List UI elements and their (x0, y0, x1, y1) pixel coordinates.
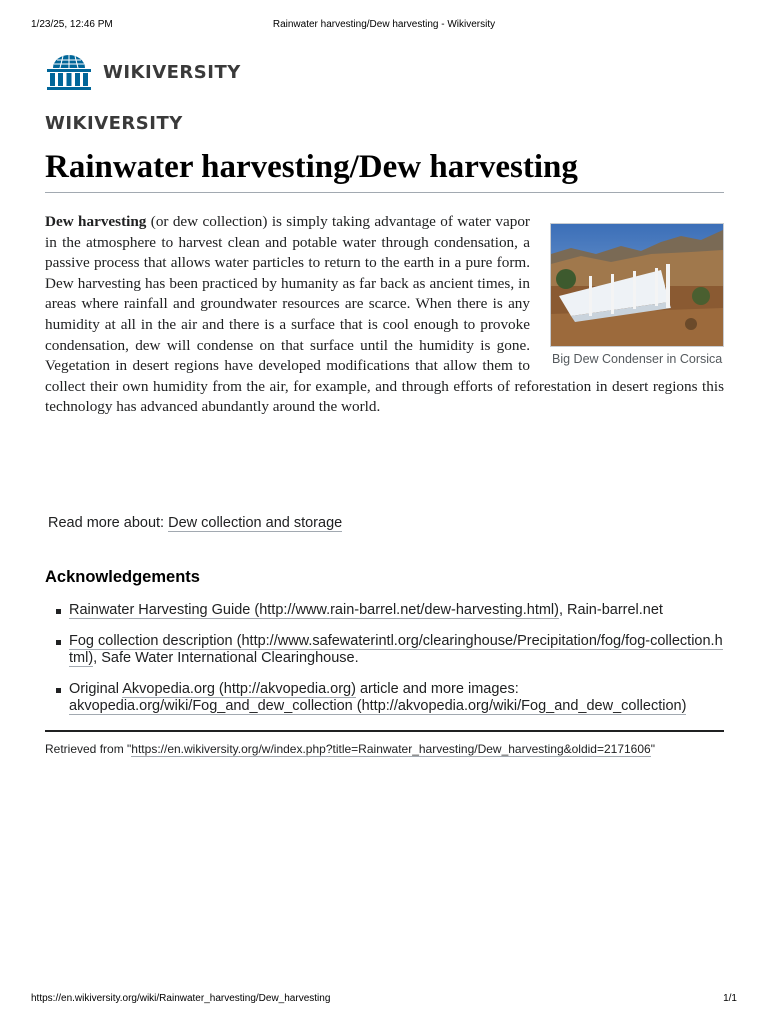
list-item (45, 602, 724, 619)
ref-prefix: Original (69, 681, 123, 697)
ref-source: , Rain-barrel.net (558, 602, 663, 618)
dew-condenser-photo[interactable] (550, 223, 724, 347)
ref-middle: article and more images: (355, 681, 519, 697)
ref-link-rain-barrel[interactable]: Rainwater Harvesting Guide (http://www.rain-barrel.net/dew-harvesting.html) (69, 602, 559, 618)
intro-bold-term: Dew harvesting (45, 213, 147, 230)
retrieved-suffix: " (650, 742, 655, 756)
retrieved-prefix: Retrieved from " (45, 742, 132, 756)
ref-link-akvopedia[interactable]: Akvopedia.org (http://akvopedia.org) (122, 681, 356, 697)
ref-source: , Safe Water International Clearinghouse. (93, 650, 359, 666)
logo-wordmark: WIKIVERSITY (103, 61, 241, 83)
thumbnail[interactable] (550, 223, 724, 368)
print-url: https://en.wikiversity.org/wiki/Rainwater_harvesting/Dew_harvesting (31, 993, 331, 1004)
list-item (45, 681, 724, 715)
print-datetime: 1/23/25, 12:46 PM (31, 19, 113, 30)
read-more-prefix: Read more about: (48, 515, 169, 531)
retrieved-link[interactable]: https://en.wikiversity.org/w/index.php?title=Rainwater_harvesting/Dew_harvesting&oldid=2171606 (131, 742, 651, 756)
wikiversity-logo-icon (45, 53, 93, 91)
ref-link-akvopedia-article[interactable]: akvopedia.org/wiki/Fog_and_dew_collection (http://akvopedia.org/wiki/Fog_and_dew_collection) (69, 698, 687, 714)
page-title: Rainwater harvesting/Dew harvesting (45, 148, 724, 193)
list-item (45, 633, 724, 667)
read-more-link[interactable]: Dew collection and storage (168, 515, 343, 531)
print-footer (31, 993, 737, 1007)
acknowledgements-heading: Acknowledgements (45, 568, 200, 586)
site-name: WIKIVERSITY (45, 113, 183, 134)
site-logo[interactable] (45, 52, 241, 92)
footer-divider (45, 730, 724, 732)
print-page-number: 1/1 (723, 993, 737, 1004)
print-page-title: Rainwater harvesting/Dew harvesting - Wikiversity (272, 19, 496, 30)
print-header (31, 19, 737, 33)
ref-link-safewater[interactable]: Fog collection description (http://www.safewaterintl.org/clearinghouse/Precipitation/fog/fog-collection.html) (69, 633, 723, 666)
retrieved-from (45, 742, 655, 756)
thumbnail-caption: Big Dew Condenser in Corsica (552, 352, 723, 366)
acknowledgements-list (45, 602, 724, 729)
article-body (45, 212, 724, 418)
read-more (48, 515, 342, 531)
intro-text: (or dew collection) is simply taking advantage of water vapor in the atmosphere to harvest clean and potable water through condensation, a passive process that allows water particles to return to the earth in a pure form. Dew harvesting has been practiced by humanity as far back as ancient times, in areas where rainfall and groundwater resources are scarce. When there is any humidity at all in the air and there is a surface that is cool enough to provoke condensation, dew will condense on that surface until the humidity is gone. Vegetation in desert regions have developed modifications that allow them to collect their own humidity from the air, for example, and through efforts of reforestation in desert regions this technology has advanced abundantly around the world. (45, 213, 724, 416)
